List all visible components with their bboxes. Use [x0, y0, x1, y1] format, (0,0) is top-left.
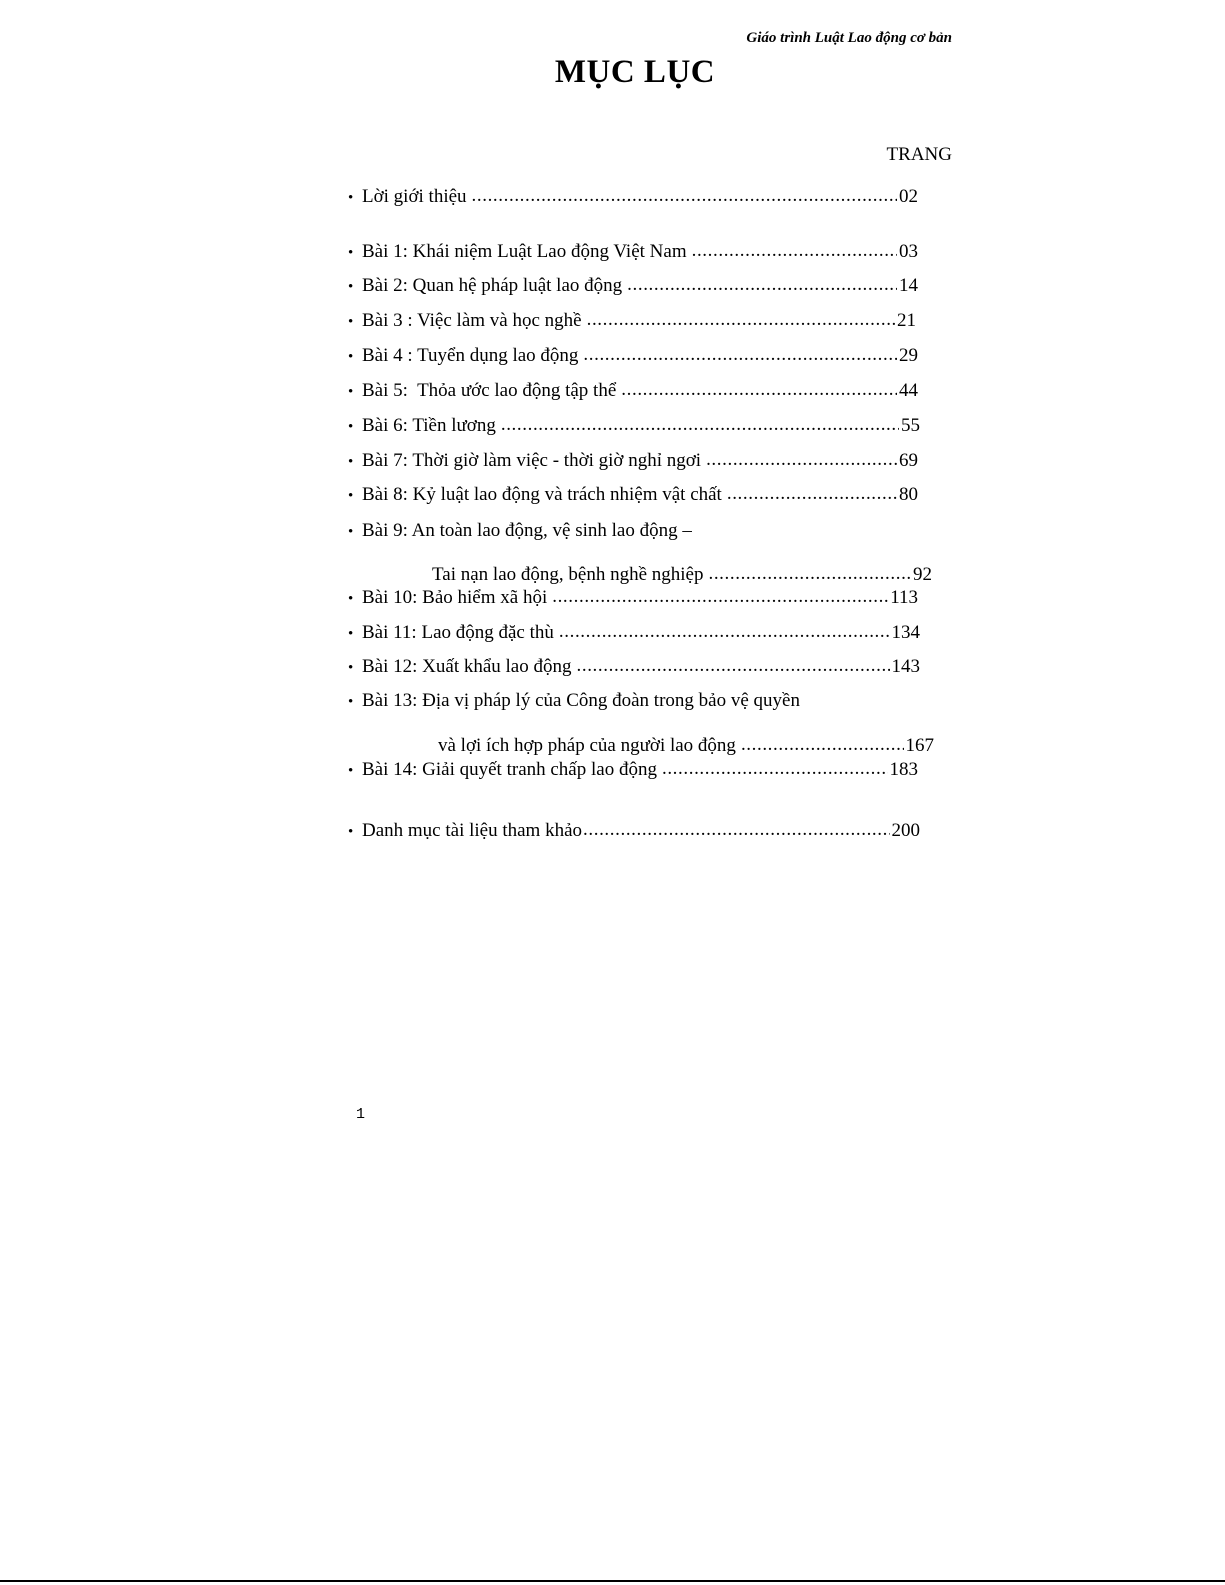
- toc-entry-page: 200: [891, 820, 920, 841]
- bullet-icon: •: [348, 349, 354, 365]
- bullet-icon: •: [348, 694, 354, 710]
- toc-entry-page: 80: [899, 484, 918, 505]
- dot-leader: [583, 817, 889, 843]
- toc-entry-label: Bài 4 : Tuyển dụng lao động: [362, 345, 579, 366]
- toc-entry-lesson-10[interactable]: [348, 585, 918, 611]
- toc-entry-page: 134: [891, 622, 920, 643]
- toc-entry-lesson-8[interactable]: [348, 482, 918, 508]
- toc-entry-lesson-14[interactable]: [348, 757, 918, 783]
- toc-entry-lesson-1[interactable]: [348, 239, 918, 265]
- bullet-icon: •: [348, 824, 354, 840]
- dot-leader: [627, 272, 897, 298]
- toc-entry-label: Bài 7: Thời giờ làm việc - thời giờ nghỉ ngơi: [362, 450, 702, 471]
- toc-entry-page: 21: [897, 310, 916, 331]
- toc-entry-page: 55: [901, 415, 920, 436]
- bullet-icon: •: [348, 245, 354, 261]
- toc-entry-page: 14: [899, 275, 918, 296]
- toc-entry-page: 167: [905, 735, 934, 756]
- bullet-icon: •: [348, 488, 354, 504]
- running-header-book-title: Giáo trình Luật Lao động cơ bản: [746, 30, 952, 46]
- toc-entry-label: Bài 2: Quan hệ pháp luật lao động: [362, 275, 623, 296]
- toc-entry-introduction[interactable]: [348, 184, 918, 210]
- toc-entry-page: 143: [891, 656, 920, 677]
- dot-leader: [552, 584, 888, 610]
- toc-entry-continuation-label: Tai nạn lao động, bệnh nghề nghiệp: [432, 564, 704, 585]
- toc-entry-page: 29: [899, 345, 918, 366]
- bullet-icon: •: [348, 190, 354, 206]
- bullet-icon: •: [348, 524, 354, 540]
- toc-entry-label: Bài 12: Xuất khẩu lao động: [362, 656, 572, 677]
- bullet-icon: •: [348, 454, 354, 470]
- dot-leader: [501, 412, 899, 438]
- dot-leader: [741, 732, 904, 758]
- toc-entry-page: 03: [899, 241, 918, 262]
- bullet-icon: •: [348, 384, 354, 400]
- toc-entry-page: 02: [899, 186, 918, 207]
- bullet-icon: •: [348, 660, 354, 676]
- bullet-icon: •: [348, 279, 354, 295]
- toc-entry-label: Danh mục tài liệu tham khảo: [362, 820, 583, 841]
- toc-entry-references[interactable]: [348, 818, 920, 844]
- toc-entry-page: 92: [913, 564, 932, 585]
- toc-entry-lesson-13[interactable]: [348, 688, 868, 714]
- dot-leader: [577, 653, 890, 679]
- dot-leader: [621, 377, 897, 403]
- bullet-icon: •: [348, 591, 354, 607]
- toc-entry-lesson-12[interactable]: [348, 654, 920, 680]
- bullet-icon: •: [348, 763, 354, 779]
- toc-entry-label: Lời giới thiệu: [362, 186, 467, 207]
- toc-entry-label: Bài 8: Kỷ luật lao động và trách nhiệm vật chất: [362, 484, 722, 505]
- dot-leader: [559, 619, 890, 645]
- page-column-label: TRANG: [886, 144, 952, 165]
- footer-page-number: 1: [356, 1106, 366, 1123]
- page-title: MỤC LỤC: [554, 54, 716, 90]
- dot-leader: [692, 238, 897, 264]
- toc-entry-label: Bài 6: Tiền lương: [362, 415, 496, 436]
- toc-entry-continuation-label: và lợi ích hợp pháp của người lao động: [438, 735, 736, 756]
- dot-leader: [662, 756, 888, 782]
- toc-entry-page: 69: [899, 450, 918, 471]
- toc-entry-lesson-2[interactable]: [348, 273, 918, 299]
- toc-entry-page: 44: [899, 380, 918, 401]
- toc-entry-label: Bài 10: Bảo hiểm xã hội: [362, 587, 548, 608]
- toc-entry-label: Bài 3 : Việc làm và học nghề: [362, 310, 582, 331]
- bullet-icon: •: [348, 626, 354, 642]
- toc-entry-label: Bài 5: Thỏa ước lao động tập thể: [362, 380, 617, 401]
- bullet-icon: •: [348, 419, 354, 435]
- toc-entry-lesson-6[interactable]: [348, 413, 920, 439]
- toc-entry-label: Bài 13: Địa vị pháp lý của Công đoàn trong bảo vệ quyền: [362, 690, 800, 711]
- bullet-icon: •: [348, 314, 354, 330]
- toc-entry-page: 183: [889, 759, 918, 780]
- dot-leader: [472, 183, 897, 209]
- toc-entry-lesson-11[interactable]: [348, 620, 920, 646]
- toc-entry-label: Bài 9: An toàn lao động, vệ sinh lao động –: [362, 520, 692, 541]
- toc-entry-lesson-5[interactable]: [348, 378, 918, 404]
- dot-leader: [583, 342, 897, 368]
- toc-entry-lesson-4[interactable]: [348, 343, 918, 369]
- dot-leader: [706, 447, 897, 473]
- toc-entry-label: Bài 1: Khái niệm Luật Lao động Việt Nam: [362, 241, 687, 262]
- dot-leader: [587, 307, 895, 333]
- toc-entry-label: Bài 14: Giải quyết tranh chấp lao động: [362, 759, 657, 780]
- bottom-page-rule: [0, 1580, 1225, 1582]
- dot-leader: [727, 481, 897, 507]
- toc-entry-label: Bài 11: Lao động đặc thù: [362, 622, 554, 643]
- toc-entry-lesson-9[interactable]: [348, 518, 848, 544]
- toc-entry-lesson-3[interactable]: [348, 308, 916, 334]
- toc-entry-page: 113: [890, 587, 918, 608]
- toc-entry-lesson-7[interactable]: [348, 448, 918, 474]
